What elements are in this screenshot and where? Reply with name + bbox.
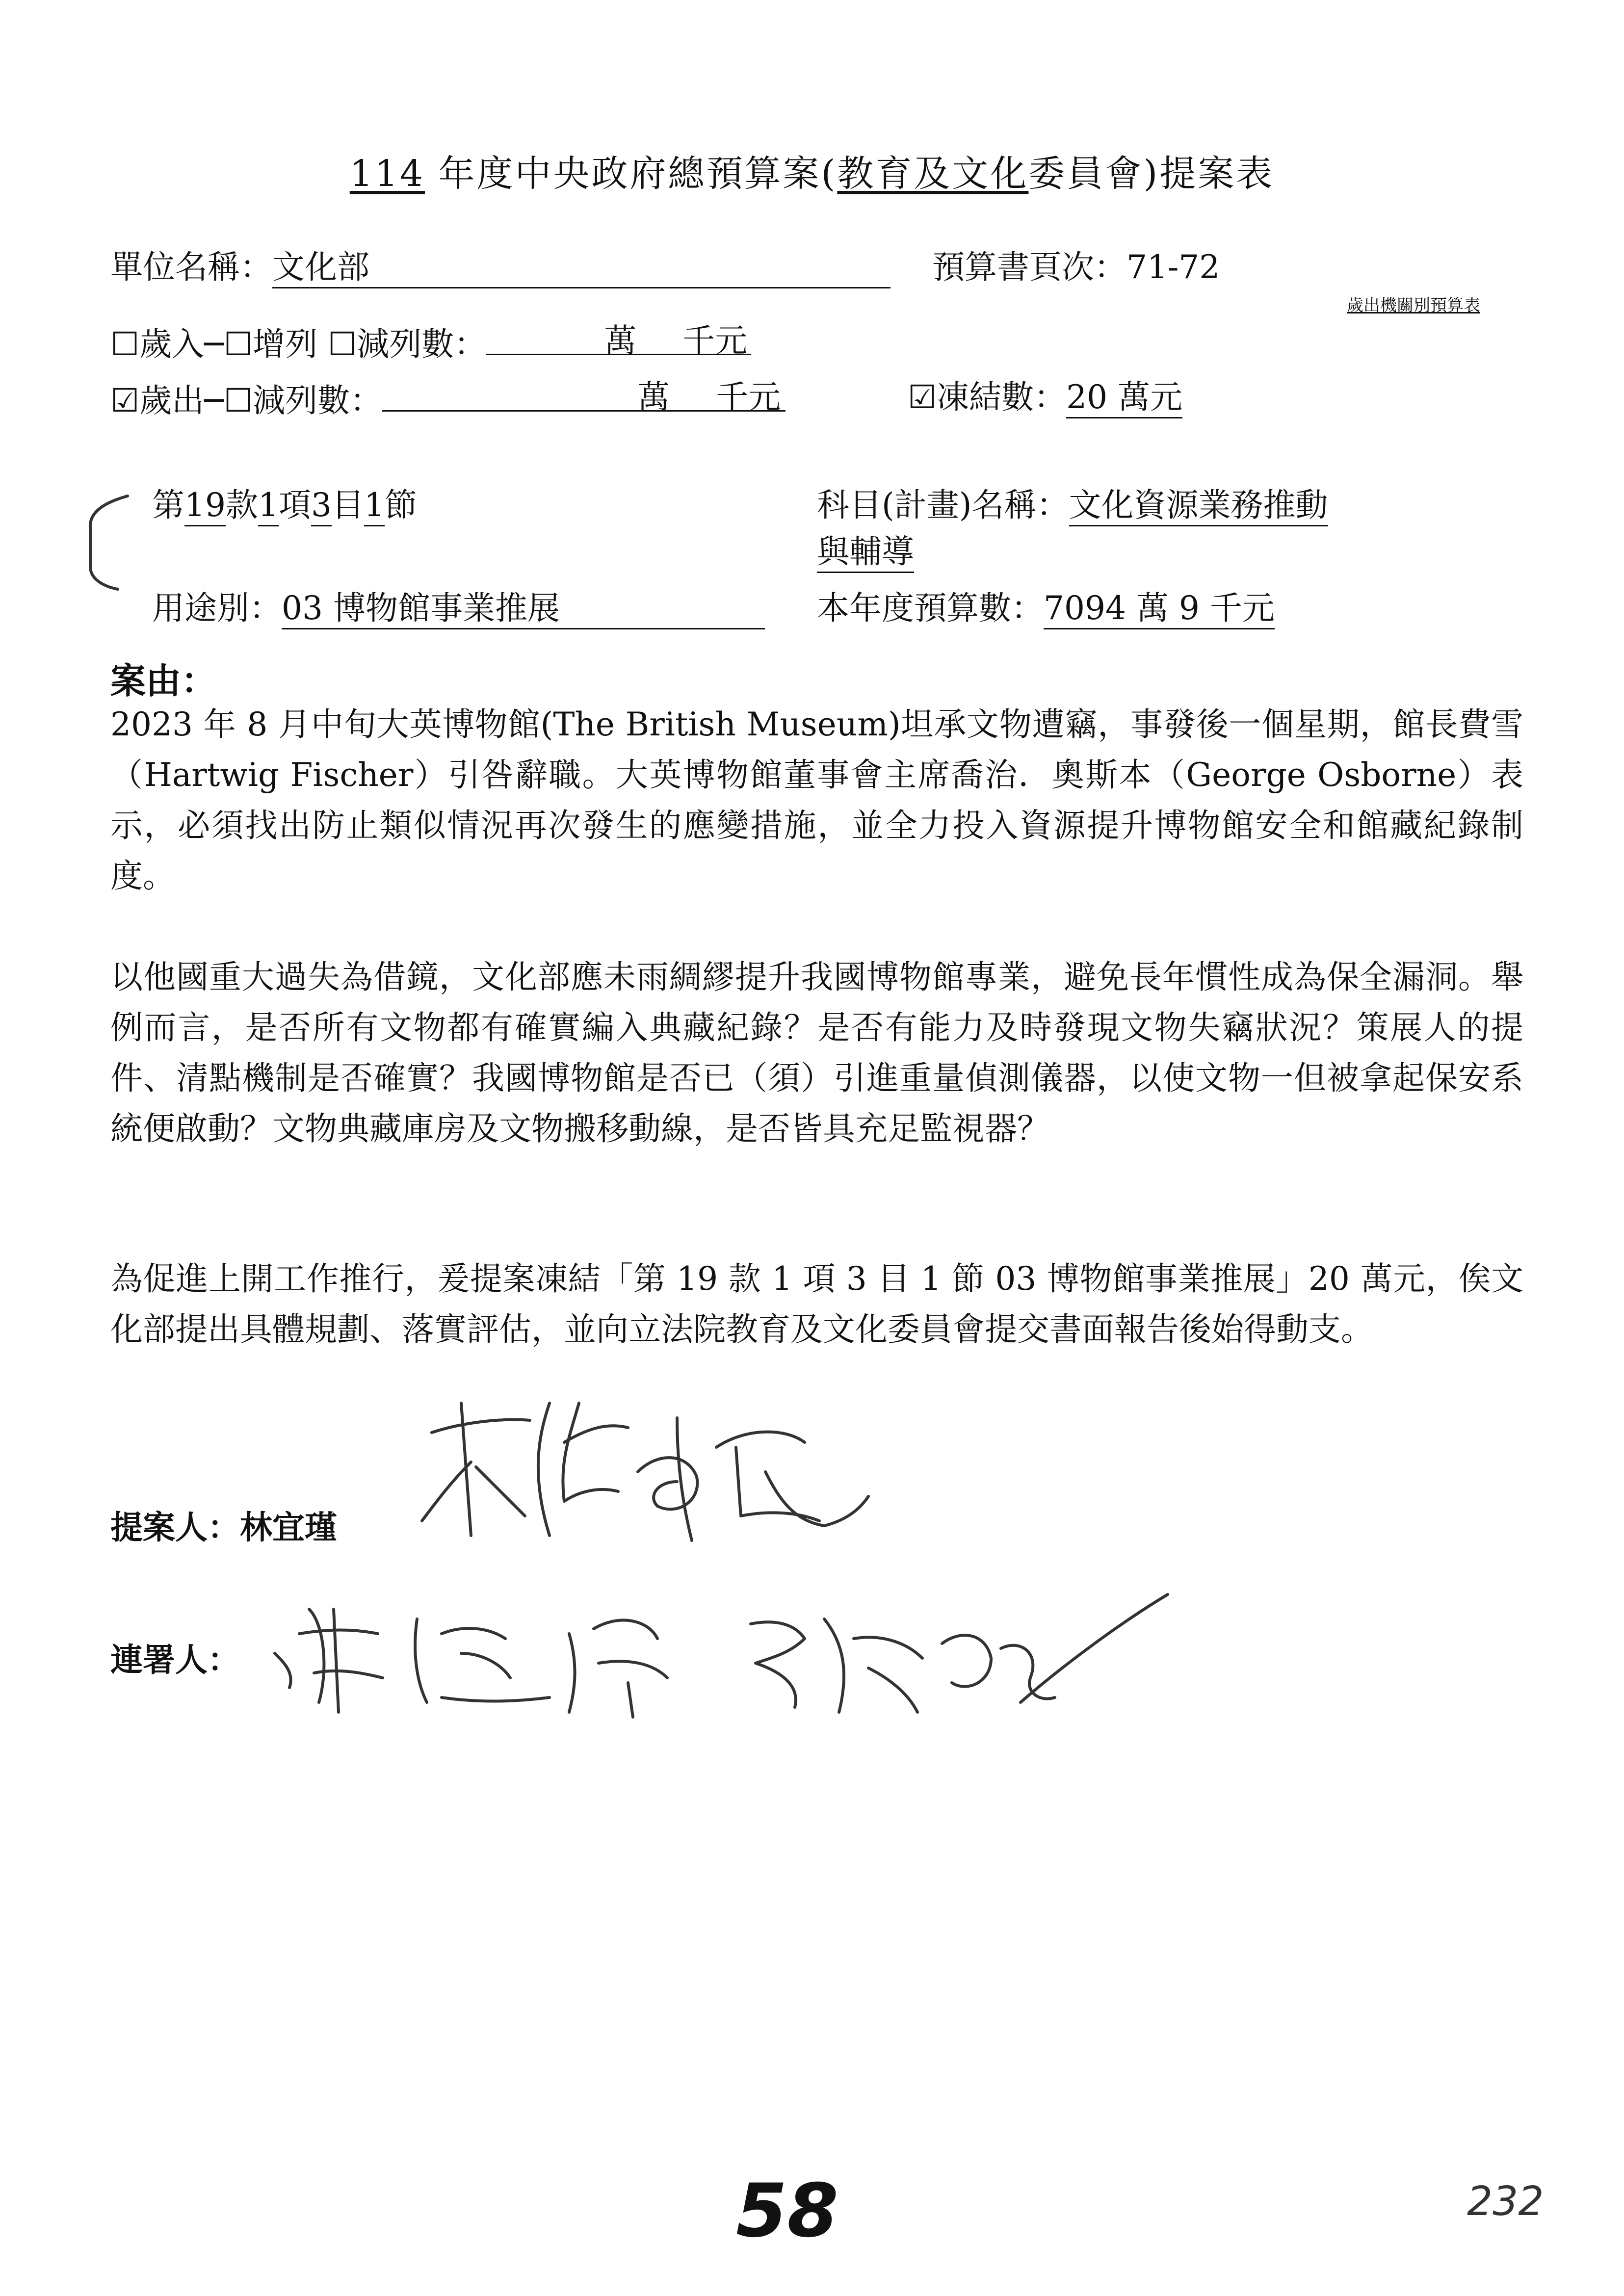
jie-value: 1 <box>364 486 385 526</box>
use-value: 03 博物館事業推展 <box>282 589 765 629</box>
revenue-checkbox-text: ☐歲入─☐增列 ☐減列數： <box>110 325 487 363</box>
unit-value: 文化部 <box>272 248 891 288</box>
budget-row <box>817 589 1275 629</box>
expense-qian: 千元 <box>716 378 781 416</box>
expense-amount-blank <box>382 378 786 416</box>
xiang-value: 1 <box>258 486 279 526</box>
freeze-value: 20 萬元 <box>1066 378 1182 418</box>
corner-number: 232 <box>1467 2178 1544 2225</box>
expense-wan: 萬 <box>637 378 670 416</box>
proposer-row <box>110 1501 337 1548</box>
kuan-value: 19 <box>184 486 226 526</box>
title-committee-tail: 委員會 <box>1028 153 1144 195</box>
kuan-unit: 款 <box>225 486 258 524</box>
revenue-row <box>110 321 751 364</box>
usage-row <box>152 589 765 629</box>
subject-name <box>817 486 1328 526</box>
bracket-mark <box>83 493 142 601</box>
page-ref <box>932 248 1220 287</box>
proposer-signature <box>402 1374 893 1580</box>
document-title <box>0 145 1624 197</box>
title-year: 114 <box>349 153 425 195</box>
page-number: 58 <box>736 2168 838 2254</box>
xiang-unit: 項 <box>278 486 311 524</box>
freeze-amount <box>908 378 1182 418</box>
use-label: 用途別： <box>152 589 282 627</box>
title-committee: 教育及文化 <box>837 153 1029 195</box>
page-label: 預算書頁次： <box>932 248 1126 286</box>
page-value: 71-72 <box>1126 248 1220 286</box>
mu-unit: 目 <box>331 486 364 524</box>
jie-unit: 節 <box>384 486 417 524</box>
budget-value: 7094 萬 9 千元 <box>1044 589 1275 629</box>
title-main: 年度中央政府總預算案( <box>438 153 838 195</box>
item-code <box>152 486 417 526</box>
budget-label: 本年度預算數： <box>817 589 1044 627</box>
title-suffix: )提案表 <box>1143 153 1275 195</box>
subject-line2: 與輔導 <box>817 532 914 573</box>
reason-paragraph-1: 2023 年 8 月中旬大英博物館(The British Museum)坦承文物遭竊，事發後一個星期，館長費雪（Hartwig Fischer）引咎辭職。大英博物館董事會主席喬治．奧斯本（George Osborne）表示，必須找出防止類似情況再次發生的應變措施，並全力投入資源提升博物館安全和館藏紀錄制度。 <box>110 705 1523 895</box>
unit-row <box>110 248 891 288</box>
expense-row <box>110 378 786 420</box>
unit-label: 單位名稱： <box>110 248 272 286</box>
cosigner-label: 連署人： <box>110 1641 240 1679</box>
budget-table-note: 歲出機關別預算表 <box>1347 296 1480 315</box>
mu-value: 3 <box>311 486 332 526</box>
proposer-label: 提案人： <box>110 1509 240 1546</box>
freeze-label: ☑凍結數： <box>908 378 1067 416</box>
cosigner-signatures <box>255 1555 1187 1732</box>
reason-paragraph-3: 為促進上開工作推行，爰提案凍結「第 19 款 1 項 3 目 1 節 03 博物館事業推展」20 萬元，俟文化部提出具體規劃、落實評估，並向立法院教育及文化委員會提交書面報告後始得動支。 <box>110 1260 1523 1348</box>
subject-line2-wrap <box>817 532 914 573</box>
proposer-name: 林宜瑾 <box>240 1509 337 1546</box>
reason-heading: 案由： <box>110 660 217 702</box>
kuan-label: 第 <box>152 486 184 524</box>
subject-line1: 文化資源業務推動 <box>1069 486 1328 526</box>
revenue-wan: 萬 <box>604 322 637 360</box>
subject-label: 科目(計畫)名稱： <box>817 486 1069 524</box>
reason-paragraph-2: 以他國重大過失為借鏡，文化部應未雨綢繆提升我國博物館專業，避免長年慣性成為保全漏洞。舉例而言，是否所有文物都有確實編入典藏紀錄？是否有能力及時發現文物失竊狀況？策展人的提件、清點機制是否確實？我國博物館是否已（須）引進重量偵測儀器，以使文物一但被拿起保安系統便啟動？文物典藏庫房及文物搬移動線，是否皆具充足監視器？ <box>110 958 1523 1148</box>
revenue-qian: 千元 <box>682 322 748 360</box>
revenue-amount-blank <box>486 321 751 360</box>
expense-checkbox-text: ☑歲出─☐減列數： <box>110 382 383 419</box>
